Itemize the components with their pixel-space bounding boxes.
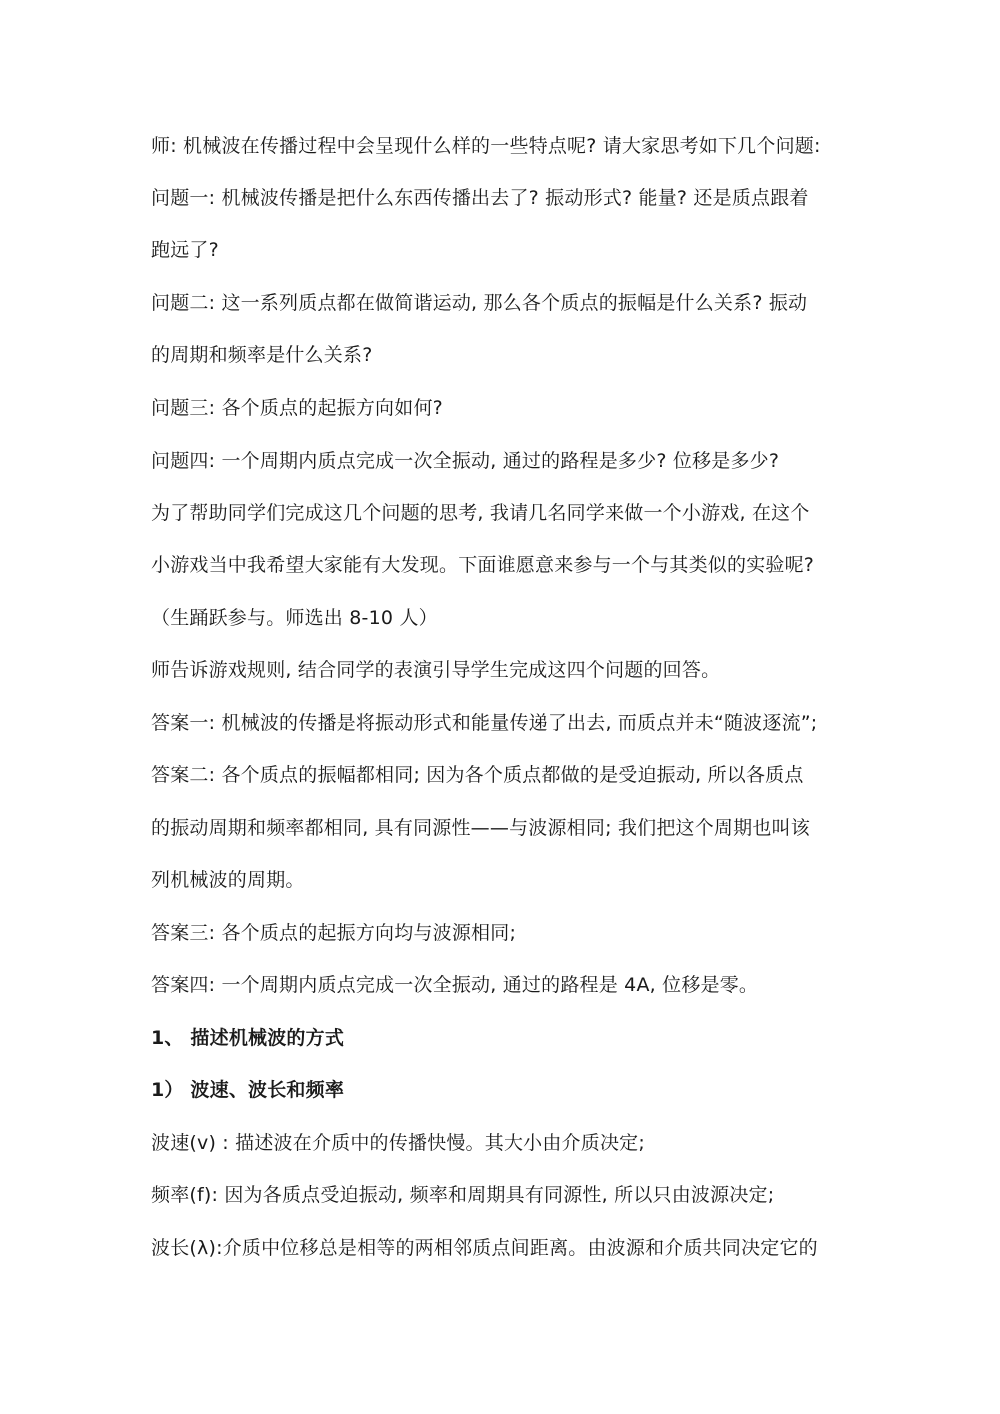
text-line-question-3: 问题三: 各个质点的起振方向如何? xyxy=(151,397,443,419)
text-line-frequency: 频率(f): 因为各质点受迫振动, 频率和周期具有同源性, 所以只由波源决定; xyxy=(151,1184,775,1206)
text-line-students-participate: （生踊跃参与。师选出 8-10 人） xyxy=(151,607,438,629)
section-heading-wave-description: 1、 描述机械波的方式 xyxy=(151,1027,345,1049)
text-line-wavelength: 波长(λ):介质中位移总是相等的两相邻质点间距离。由波源和介质共同决定它的 xyxy=(151,1237,818,1259)
subsection-heading-speed-wavelength-frequency: 1） 波速、波长和频率 xyxy=(151,1079,345,1101)
text-line-question-1: 问题一: 机械波传播是把什么东西传播出去了? 振动形式? 能量? 还是质点跟着 xyxy=(151,187,809,209)
text-line-game-intro: 为了帮助同学们完成这几个问题的思考, 我请几名同学来做一个小游戏, 在这个 xyxy=(151,502,810,524)
text-line-answer-1: 答案一: 机械波的传播是将振动形式和能量传递了出去, 而质点并未“随波逐流”; xyxy=(151,712,818,734)
text-line-question-2: 问题二: 这一系列质点都在做简谐运动, 那么各个质点的振幅是什么关系? 振动 xyxy=(151,292,808,314)
text-line-game-rules: 师告诉游戏规则, 结合同学的表演引导学生完成这四个问题的回答。 xyxy=(151,659,721,681)
text-line-answer-2: 答案二: 各个质点的振幅都相同; 因为各个质点都做的是受迫振动, 所以各质点 xyxy=(151,764,804,786)
text-line-question-2-cont: 的周期和频率是什么关系? xyxy=(151,344,373,366)
text-line-question-1-cont: 跑远了? xyxy=(151,239,219,261)
text-line-question-4: 问题四: 一个周期内质点完成一次全振动, 通过的路程是多少? 位移是多少? xyxy=(151,450,780,472)
text-line-answer-2-cont: 的振动周期和频率都相同, 具有同源性——与波源相同; 我们把这个周期也叫该 xyxy=(151,817,810,839)
text-line-wave-speed: 波速(v) : 描述波在介质中的传播快慢。其大小由介质决定; xyxy=(151,1132,645,1154)
text-line-game-intro-cont: 小游戏当中我希望大家能有大发现。下面谁愿意来参与一个与其类似的实验呢? xyxy=(151,554,815,576)
text-line-teacher-intro: 师: 机械波在传播过程中会呈现什么样的一些特点呢? 请大家思考如下几个问题: xyxy=(151,135,821,157)
text-line-answer-3: 答案三: 各个质点的起振方向均与波源相同; xyxy=(151,922,517,944)
text-line-answer-2-end: 列机械波的周期。 xyxy=(151,869,305,891)
text-line-answer-4: 答案四: 一个周期内质点完成一次全振动, 通过的路程是 4A, 位移是零。 xyxy=(151,974,759,996)
